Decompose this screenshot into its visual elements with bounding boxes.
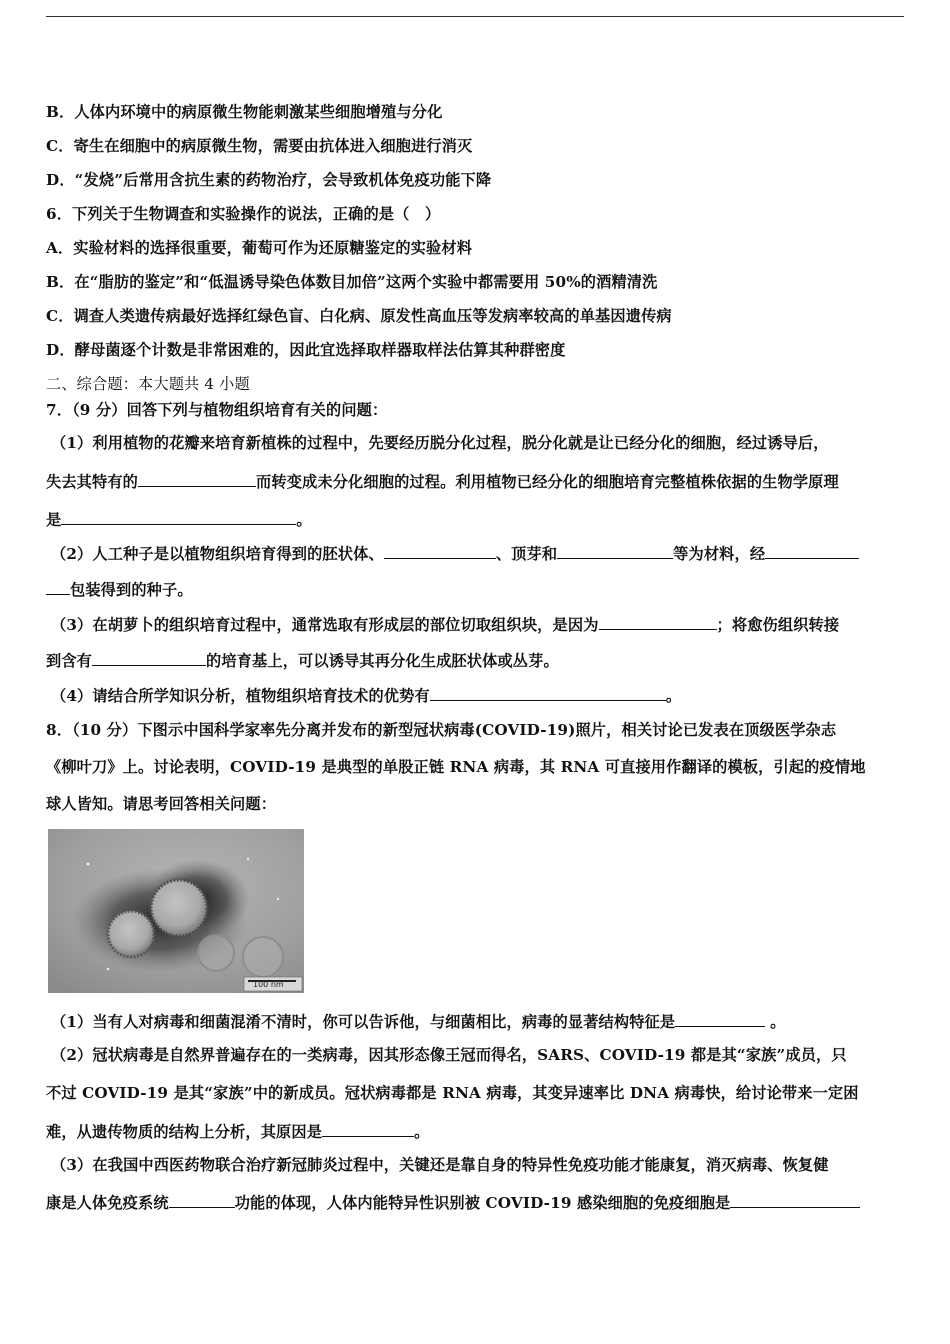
- q6-option-c: C．调查人类遗传病最好选择红绿色盲、白化病、原发性高血压等发病率较高的单基因遗传病: [46, 307, 672, 325]
- q7-part4: （4）请结合所学知识分析，植物组织培育技术的优势有 。: [51, 687, 682, 705]
- q6-option-a: A．实验材料的选择很重要，葡萄可作为还原糖鉴定的实验材料: [46, 239, 473, 257]
- section-heading: 二、综合题：本大题共 4 小题: [46, 375, 250, 393]
- answer-blank[interactable]: [430, 685, 666, 701]
- q8-stem-line2: 《柳叶刀》上。讨论表明，COVID-19 是典型的单股正链 RNA 病毒，其 RNA 可直接用作翻译的模板，引起的疫情地: [46, 758, 866, 776]
- q8-part2-line1: （2）冠状病毒是自然界普遍存在的一类病毒，因其形态像王冠而得名，SARS、COVID-19 都是其“家族”成员，只: [51, 1046, 847, 1064]
- q8-part1: （1）当有人对病毒和细菌混淆不清时，你可以告诉他，与细菌相比，病毒的显著结构特征是 。: [51, 1013, 786, 1031]
- q7-part1-line1: （1）利用植物的花瓣来培育新植株的过程中，先要经历脱分化过程，脱分化就是让已经分化的细胞，经过诱导后，: [51, 434, 829, 452]
- answer-blank[interactable]: [675, 1011, 765, 1027]
- q7-stem: 7．（9 分）回答下列与植物组织培育有关的问题：: [46, 401, 388, 419]
- q7-part1-line2: 失去其特有的 而转变成未分化细胞的过程。利用植物已经分化的细胞培育完整植株依据的生物学原理: [46, 473, 839, 491]
- answer-blank[interactable]: [46, 579, 70, 595]
- q8-part2-line2: 不过 COVID-19 是其“家族”中的新成员。冠状病毒都是 RNA 病毒，其变异速率比 DNA 病毒快，给讨论带来一定困: [46, 1084, 859, 1102]
- scale-bar-label: 100 nm: [253, 980, 284, 989]
- answer-blank[interactable]: [557, 543, 673, 559]
- header-rule: [46, 16, 904, 17]
- q8-part3-line1: （3）在我国中西医药物联合治疗新冠肺炎过程中，关键还是靠自身的特异性免疫功能才能康复，消灭病毒、恢复健: [51, 1156, 829, 1174]
- answer-blank[interactable]: [730, 1192, 860, 1208]
- q8-stem-line1: 8．（10 分）下图示中国科学家率先分离并发布的新型冠状病毒(COVID-19)照片，相关讨论已发表在顶级医学杂志: [46, 721, 837, 739]
- answer-blank[interactable]: [322, 1121, 414, 1137]
- answer-blank[interactable]: [92, 650, 206, 666]
- answer-blank[interactable]: [765, 543, 859, 559]
- q5-option-c: C．寄生在细胞中的病原微生物，需要由抗体进入细胞进行消灭: [46, 137, 473, 155]
- q6-option-b: B．在“脂肪的鉴定”和“低温诱导染色体数目加倍”这两个实验中都需要用 50%的酒精清洗: [46, 273, 658, 291]
- answer-blank[interactable]: [138, 471, 256, 487]
- q8-stem-line3: 球人皆知。请思考回答相关问题：: [46, 795, 277, 813]
- answer-blank[interactable]: [61, 509, 296, 525]
- q7-part1-line3: 是 。: [46, 511, 312, 529]
- q5-option-d: D．“发烧”后常用含抗生素的药物治疗，会导致机体免疫功能下降: [46, 171, 492, 189]
- q8-part2-line3: 难，从遗传物质的结构上分析，其原因是 。: [46, 1123, 430, 1141]
- q8-part3-line2: 康是人体免疫系统 功能的体现，人体内能特异性识别被 COVID-19 感染细胞的免疫细胞是: [46, 1192, 906, 1213]
- q6-stem: 6．下列关于生物调查和实验操作的说法，正确的是（ ）: [46, 205, 441, 223]
- answer-blank[interactable]: [599, 614, 717, 630]
- q7-part2-line1: （2）人工种子是以植物组织培育得到的胚状体、 、顶芽和 等为材料，经: [51, 543, 911, 564]
- q7-part3-line2: 到含有 的培育基上，可以诱导其再分化生成胚状体或丛芽。: [46, 652, 559, 670]
- answer-blank[interactable]: [384, 543, 496, 559]
- q5-option-b: B．人体内环境中的病原微生物能刺激某些细胞增殖与分化: [46, 103, 443, 121]
- q6-option-d: D．酵母菌逐个计数是非常困难的，因此宜选择取样器取样法估算其种群密度: [46, 341, 566, 359]
- answer-blank[interactable]: [169, 1192, 235, 1208]
- q7-part3-line1: （3）在胡萝卜的组织培育过程中，通常选取有形成层的部位切取组织块，是因为 ；将愈伤组织转接: [51, 616, 840, 634]
- q7-part2-line2: 包装得到的种子。: [46, 579, 906, 600]
- coronavirus-micrograph: [48, 829, 304, 993]
